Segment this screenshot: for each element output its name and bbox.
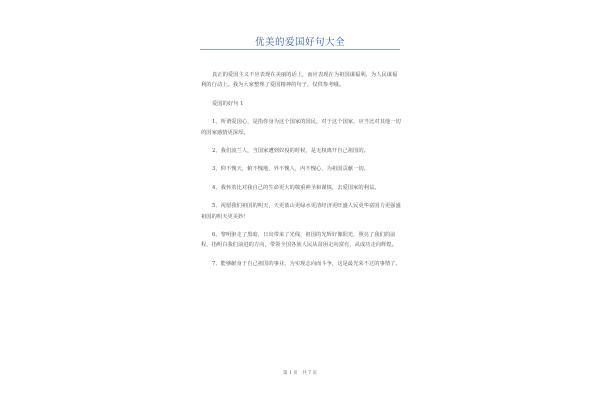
sentence-item: 2、我们流兰人，当国家遭到奴役的时候，是无权离开自己祖国的。 (212, 148, 369, 155)
sentence-item: 3、仰不愧天，俯不愧地，外不愧人，内不愧心，为祖国贡献一切。 (212, 166, 369, 173)
sentence-item: 1、所谓爱国心，是指你身为这个国家的国民，对于这个国家，应当比对其他一切的国家感情更深厚。 (201, 119, 401, 136)
sentence-item: 5、祝愿我们祖国的明天，天更蓝山更绿水更清经济更旺盛人民更华富国力更强盛祖国的明天更美妙！ (201, 203, 401, 220)
intro-paragraph: 真正的爱国主义不应表现在美丽的话上，而应表现在为祖国谋福利，为人民谋福利的行动上。我为大家整理了爱国精神的句子，仅供参考哦。 (201, 72, 398, 89)
page-number-footer: 第 1 页 共 7 页 (283, 371, 317, 376)
sentence-item: 7、能够献身于自己祖国的事业，为实现志向而斗争，这是最光荣不过的事情了。 (212, 260, 401, 267)
document-title: 优美的爱国好句大全 (254, 37, 345, 48)
section-heading: 爱国的好句 1 (212, 100, 244, 107)
sentence-item: 4、我怀着比对我自己的生命更大的敬重神圣和谨慎，去爱国家的利益。 (212, 184, 380, 191)
sentence-item: 6、黎明驱走了黑暗，日出带来了光线，祖国的光辉好像阳光，照亮了我们的前程，指明白我们前进的方向，带领全国各族人民从贫困走向富有，从成功走向辉煌。 (201, 232, 397, 249)
title-underline (200, 49, 400, 50)
document-body (201, 70, 401, 277)
